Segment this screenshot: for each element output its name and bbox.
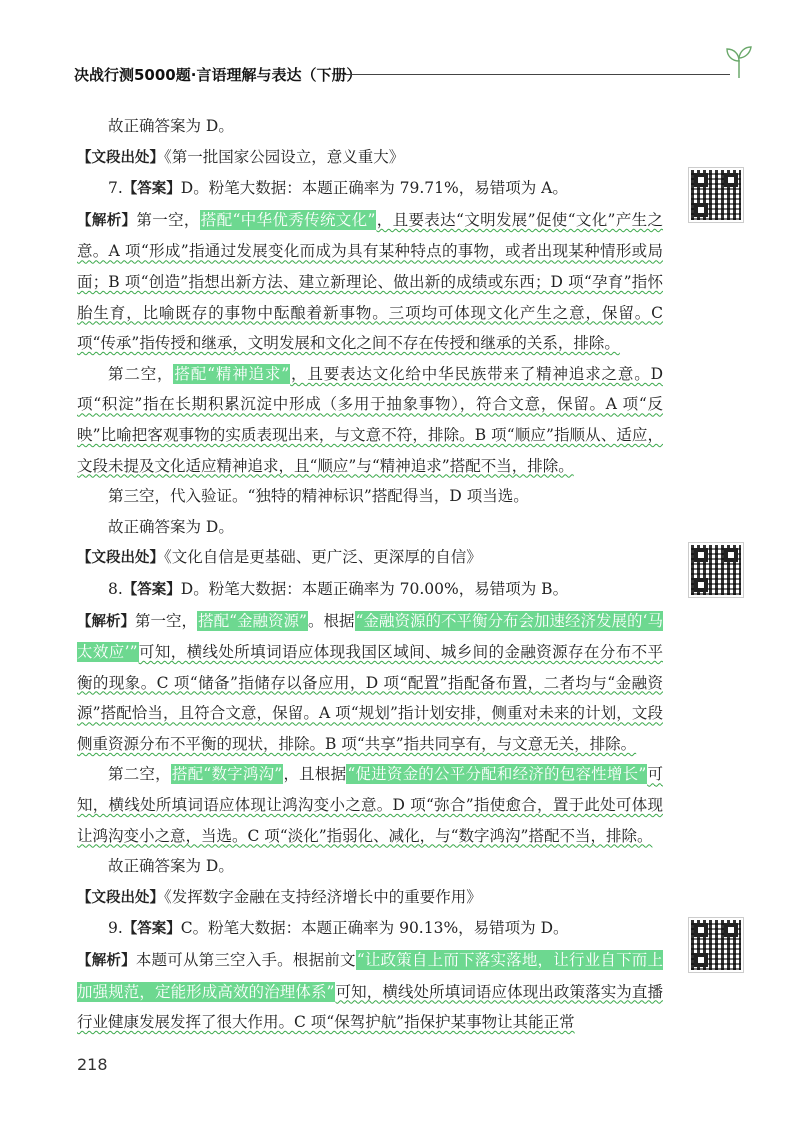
q7-analysis-2	[77, 359, 663, 481]
page-header	[74, 60, 754, 90]
source-tag: 【文段出处】	[77, 149, 164, 166]
source-text: 《文化自信是更基础、更广泛、更深厚的自信》	[164, 548, 482, 567]
answer-explanations	[77, 111, 663, 1038]
q8-analysis-1	[77, 606, 663, 760]
question-number: 9.	[108, 919, 123, 938]
highlight: “金融资源的不平衡分布会加速经济发展的‘马太效应’”	[77, 611, 663, 662]
text-segment: 可知，横线处所填词语应体现我国区域间、城乡间的金融资源存在分布不平衡的现象。C 项“储备”指储存以备应用，D 项“配置”指配备布置，二者均与“金融资源”搭配恰当，且符合文意，保留。A 项“规划”指计划安排，侧重对未来的计划，文段侧重资源分布不平衡的现状，排除。B 项“共享”指共同享有，与文意无关，排除。	[77, 643, 663, 753]
header-rule	[342, 74, 730, 75]
q8-analysis-2	[77, 759, 663, 851]
text-segment: 第二空，	[108, 765, 171, 784]
answer-tag: 【答案】	[122, 921, 181, 938]
text-segment: 可知，横线处所填词语应体现出政策落实为直播行业健康发展发挥了很大作用。C 项“保驾护航”指保护某事物让其能正常	[77, 982, 663, 1032]
answer-text: C。粉笔大数据：本题正确率为 90.13%，易错项为 D。	[180, 919, 569, 938]
highlight: “让政策自上而下落实落地，让行业自下而上加强规范，定能形成高效的治理体系”	[77, 951, 663, 1001]
text-segment: 可知，横线处所填词语应体现让鸿沟变小之意。D 项“弥合”指使愈合，置于此处可体现让鸿沟变小之意，当选。C 项“淡化”指弱化、减化，与“数字鸿沟”搭配不当，排除。	[77, 765, 663, 845]
text-segment: ，且根据	[283, 765, 347, 784]
source-text: 《发挥数字金融在支持经济增长中的重要作用》	[164, 887, 482, 906]
page-number: 218	[77, 1055, 108, 1074]
answer-tag: 【答案】	[122, 581, 181, 598]
q8-answer-line	[77, 574, 663, 606]
answer-tag: 【答案】	[122, 181, 181, 198]
conclusion-line: 故正确答案为 D。	[108, 117, 234, 135]
analysis-tag: 【解析】	[77, 212, 137, 229]
source-tag: 【文段出处】	[77, 550, 164, 567]
q9-analysis-1	[77, 945, 663, 1038]
answer-text: D。粉笔大数据：本题正确率为 79.71%，易错项为 A。	[180, 179, 568, 198]
analysis-tag: 【解析】	[77, 953, 136, 970]
conclusion-line: 故正确答案为 D。	[108, 857, 234, 876]
q9-answer-line	[77, 913, 663, 945]
header-title: 决战行测5000题·言语理解与表达（下册）	[74, 66, 362, 84]
answer-text: D。粉笔大数据：本题正确率为 70.00%，易错项为 B。	[180, 579, 569, 598]
q7-analysis-3: 第三空，代入验证。“独特的精神标识”搭配得当，D 项当选。	[108, 487, 529, 506]
qr-code-icon	[689, 543, 743, 597]
highlight: “促进资金的公平分配和经济的包容性增长”	[347, 765, 647, 784]
question-number: 8.	[108, 579, 123, 598]
text-segment: 第一空，	[136, 210, 200, 229]
qr-code-icon	[689, 918, 743, 972]
text-segment: 。根据	[307, 611, 355, 630]
text-segment: ，且要表达“文明发展”促使“文化”产生之意。A 项“形成”指通过发展变化而成为具有某种特点的事物，或者出现某种情形或局面；B 项“创造”指想出新方法、建立新理论、做出新的成绩或东西；D 项“孕育”指怀胎生育，比喻既存的事物中酝酿着新事物。三项均可体现文化产生之意，保留。C 项“传承”指传授和继承，文明发展和文化之间不存在传授和继承的关系，排除。	[77, 210, 664, 353]
text-segment: 第二空，	[108, 364, 174, 383]
highlight: 搭配“中华优秀传统文化”	[200, 210, 376, 229]
source-tag: 【文段出处】	[77, 889, 164, 906]
question-number: 7.	[108, 179, 123, 198]
q7-analysis-1	[77, 205, 663, 359]
qr-code-icon	[689, 168, 743, 222]
conclusion-line: 故正确答案为 D。	[108, 517, 234, 536]
source-text: 《第一批国家公园设立，意义重大》	[164, 147, 405, 166]
text-segment: 本题可从第三空入手。根据前文	[135, 951, 356, 970]
highlight: 搭配“金融资源”	[198, 611, 307, 630]
q7-answer-line	[77, 173, 663, 205]
source-line	[77, 142, 663, 174]
leaf-icon	[724, 44, 754, 78]
analysis-tag: 【解析】	[77, 613, 136, 630]
text-segment: ，且要表达文化给中华民族带来了精神追求之意。D 项“积淀”指在长期积累沉淀中形成（多用于抽象事物），符合文意，保留。A 项“反映”比喻把客观事物的实质表现出来，与文意不符，排除。B 项“顺应”指顺从、适应，文段未提及文化适应精神追求，且“顺应”与“精神追求”搭配不当，排除。	[77, 364, 663, 475]
source-line	[77, 542, 663, 574]
highlight: 搭配“精神追求”	[174, 364, 290, 383]
highlight: 搭配“数字鸿沟”	[171, 765, 283, 784]
source-line	[77, 882, 663, 914]
text-segment: 第一空，	[135, 611, 198, 630]
